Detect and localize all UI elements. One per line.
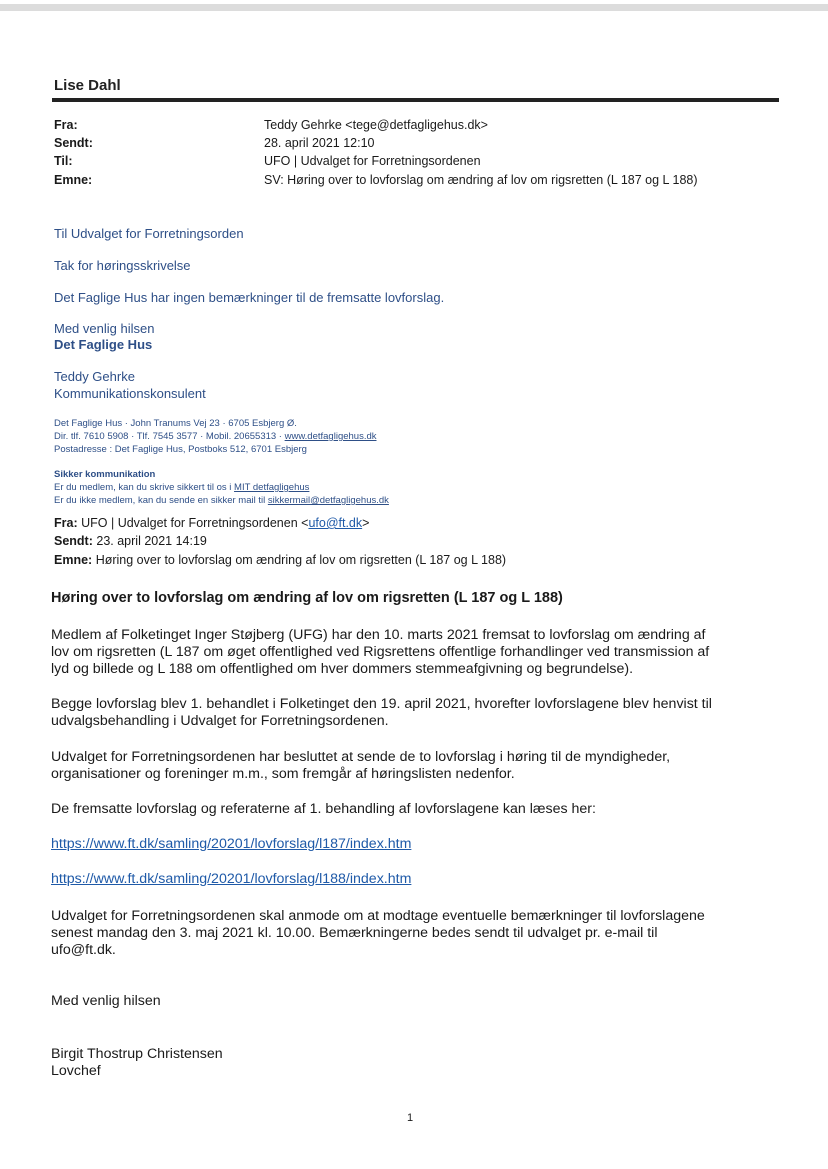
reply-signer-role: Kommunikationskonsulent xyxy=(54,386,206,401)
sikkermail-link[interactable]: sikkermail@detfagligehus.dk xyxy=(267,495,389,506)
forwarded-sent-line xyxy=(54,534,207,548)
secure-title: Sikker kommunikation xyxy=(54,469,156,480)
p1-line2: lov om rigsretten (L 187 om øget offentlighed ved Rigsrettens offentlige forhandlinger ved transmission af xyxy=(51,644,710,660)
forwarded-sent-value: 23. april 2021 14:19 xyxy=(96,534,207,548)
p4: De fremsatte lovforslag og referaterne af 1. behandling af lovforslagene kan læses her: xyxy=(51,801,596,817)
signature-phones xyxy=(54,431,377,442)
forwarded-subject-line xyxy=(54,553,506,567)
signature-postal: Postadresse : Det Faglige Hus, Postboks 512, 6701 Esbjerg xyxy=(54,444,307,455)
sent-value: 28. april 2021 12:10 xyxy=(264,136,375,150)
secure-nonmember-line xyxy=(54,495,389,506)
lovforslag-l187-link[interactable]: https://www.ft.dk/samling/20201/lovforslag/l187/index.htm xyxy=(51,836,412,852)
sent-label: Sendt: xyxy=(54,136,93,150)
secure-member-text: Er du medlem, kan du skrive sikkert til os i xyxy=(54,482,235,493)
reply-statement: Det Faglige Hus har ingen bemærkninger til de fremsatte lovforslag. xyxy=(54,290,445,305)
reply-signer-name: Teddy Gehrke xyxy=(54,369,135,384)
p5-line2: senest mandag den 3. maj 2021 kl. 10.00. Bemærkningerne bedes sendt til udvalget pr. e-mail til xyxy=(51,925,658,941)
forwarded-from-value: UFO | Udvalget for Forretningsordenen < xyxy=(81,516,309,530)
secure-member-line xyxy=(54,482,309,493)
forwarded-subject-value: Høring over to lovforslag om ændring af lov om rigsretten (L 187 og L 188) xyxy=(95,553,507,567)
forwarded-sent-label: Sendt: xyxy=(54,534,93,548)
reply-org: Det Faglige Hus xyxy=(54,337,153,352)
letter-closing: Med venlig hilsen xyxy=(51,993,161,1009)
forwarded-from-close: > xyxy=(362,516,370,530)
p1-line3: lyd og billede og L 188 om offentlighed om hver dommers stemmeafgivning og begrundelse). xyxy=(51,661,634,677)
letter-signer-name: Birgit Thostrup Christensen xyxy=(51,1046,223,1062)
header-rule xyxy=(52,98,779,102)
subject-value: SV: Høring over to lovforslag om ændring af lov om rigsretten (L 187 og L 188) xyxy=(264,173,698,187)
scan-top-edge xyxy=(0,4,828,11)
page-number: 1 xyxy=(407,1112,414,1124)
p1-line1: Medlem af Folketinget Inger Støjberg (UFG) har den 10. marts 2021 fremsat to lovforslag om ændring af xyxy=(51,627,706,643)
forwarded-from-line xyxy=(54,516,369,530)
forwarded-subject-label: Emne: xyxy=(54,553,93,567)
reply-thanks: Tak for høringsskrivelse xyxy=(54,258,191,273)
subject-label: Emne: xyxy=(54,173,93,187)
signature-phones-text: Dir. tlf. 7610 5908 · Tlf. 7545 3577 · Mobil. 20655313 · xyxy=(54,431,285,442)
letter-title: Høring over to lovforslag om ændring af lov om rigsretten (L 187 og L 188) xyxy=(51,590,563,606)
website-link[interactable]: www.detfagligehus.dk xyxy=(284,431,377,442)
from-value: Teddy Gehrke <tege@detfagligehus.dk> xyxy=(264,118,488,132)
forwarded-email-link[interactable]: ufo@ft.dk xyxy=(308,516,363,530)
p5-line1: Udvalget for Forretningsordenen skal anmode om at modtage eventuelle bemærkninger til lovforslagene xyxy=(51,908,705,924)
lovforslag-l188-link[interactable]: https://www.ft.dk/samling/20201/lovforslag/l188/index.htm xyxy=(51,871,412,887)
p5-line3: ufo@ft.dk. xyxy=(51,942,116,958)
p2-line1: Begge lovforslag blev 1. behandlet i Folketinget den 19. april 2021, hvorefter lovforslagene blev henvist til xyxy=(51,696,712,712)
document-author: Lise Dahl xyxy=(54,77,121,94)
mit-detfagligehus-link[interactable]: MIT detfagligehus xyxy=(234,482,310,493)
forwarded-from-label: Fra: xyxy=(54,516,78,530)
reply-closing: Med venlig hilsen xyxy=(54,321,155,336)
reply-greeting: Til Udvalget for Forretningsorden xyxy=(54,226,244,241)
p2-line2: udvalgsbehandling i Udvalget for Forretningsordenen. xyxy=(51,713,389,729)
to-label: Til: xyxy=(54,154,73,168)
p3-line2: organisationer og foreninger m.m., som fremgår af høringslisten nedenfor. xyxy=(51,766,515,782)
p3-line1: Udvalget for Forretningsordenen har besluttet at sende de to lovforslag i høring til de myndigheder, xyxy=(51,749,671,765)
from-label: Fra: xyxy=(54,118,78,132)
to-value: UFO | Udvalget for Forretningsordenen xyxy=(264,154,481,168)
signature-address: Det Faglige Hus · John Tranums Vej 23 · 6705 Esbjerg Ø. xyxy=(54,418,297,429)
letter-signer-title: Lovchef xyxy=(51,1063,101,1079)
secure-nonmember-text: Er du ikke medlem, kan du sende en sikker mail til xyxy=(54,495,268,506)
